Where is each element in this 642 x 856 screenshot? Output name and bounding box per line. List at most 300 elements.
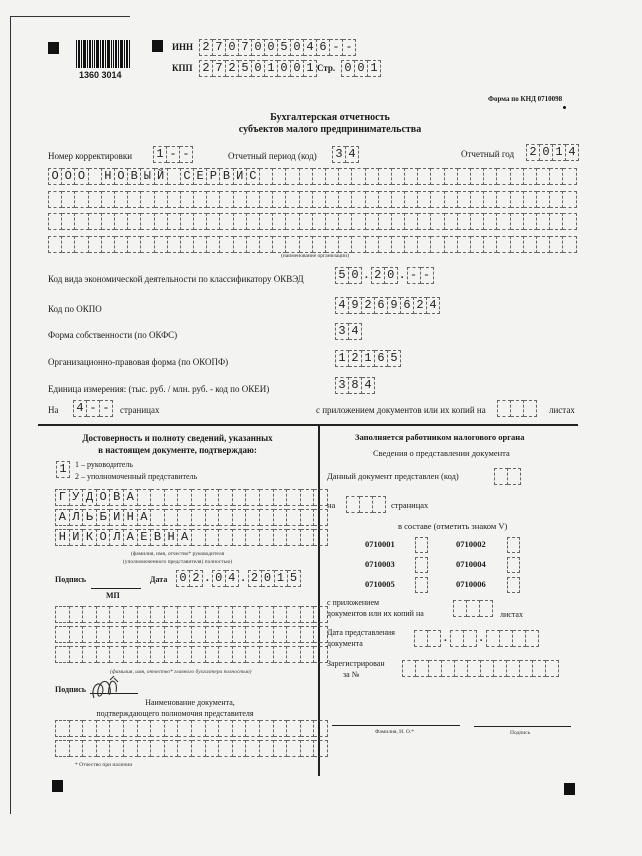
cell-row[interactable] [48,191,577,207]
input-cell[interactable] [128,191,141,208]
input-cell[interactable] [366,191,379,208]
input-cell[interactable]: Р [207,168,220,185]
input-cell[interactable] [55,606,70,623]
input-cell[interactable] [314,606,328,623]
input-cell[interactable] [455,660,468,677]
input-cell[interactable] [97,740,111,757]
input-cell[interactable] [110,740,124,757]
input-cell[interactable] [178,646,192,663]
input-cell[interactable] [220,213,233,230]
input-cell[interactable] [274,720,288,737]
input-cell[interactable] [301,509,315,526]
input-cell[interactable] [246,489,260,506]
input-cell[interactable] [181,213,194,230]
input-cell[interactable]: 4 [349,323,362,340]
reporting-period-field[interactable] [332,146,359,162]
input-cell[interactable]: 9 [388,297,401,314]
input-cell[interactable] [520,660,533,677]
input-cell[interactable] [110,646,124,663]
officer-signature-line[interactable] [474,726,571,727]
input-cell[interactable]: 7 [239,39,252,56]
input-cell[interactable] [428,630,441,647]
input-cell[interactable] [83,646,97,663]
input-cell[interactable] [286,236,299,253]
input-cell[interactable]: О [115,168,128,185]
okved-field[interactable] [335,267,434,283]
input-cell[interactable]: 8 [349,377,362,394]
input-cell[interactable] [110,606,124,623]
input-cell[interactable] [326,168,339,185]
input-cell[interactable]: 2 [190,570,203,587]
input-cell[interactable] [445,168,458,185]
input-cell[interactable]: И [234,168,247,185]
input-cell[interactable] [418,236,431,253]
input-cell[interactable]: 2 [362,297,375,314]
input-cell[interactable] [313,168,326,185]
pages-count-field[interactable] [73,400,113,416]
input-cell[interactable] [97,646,111,663]
input-cell[interactable] [273,168,286,185]
input-cell[interactable] [260,213,273,230]
input-cell[interactable]: 4 [566,144,579,161]
input-cell[interactable] [366,213,379,230]
input-cell[interactable] [89,213,102,230]
input-cell[interactable] [192,606,206,623]
input-cell[interactable] [300,168,313,185]
input-cell[interactable] [450,630,464,647]
input-cell[interactable] [192,740,206,757]
input-cell[interactable]: В [110,489,124,506]
input-cell[interactable] [442,660,455,677]
input-cell[interactable]: 2 [349,350,362,367]
input-cell[interactable] [405,236,418,253]
input-cell[interactable] [55,740,70,757]
input-cell[interactable] [181,236,194,253]
input-cell[interactable]: У [70,489,84,506]
input-cell[interactable] [301,529,315,546]
input-cell[interactable]: Е [194,168,207,185]
input-cell[interactable] [151,606,165,623]
input-cell[interactable] [314,740,328,757]
input-cell[interactable]: Н [124,509,138,526]
input-cell[interactable] [418,213,431,230]
input-cell[interactable] [418,168,431,185]
input-cell[interactable]: В [128,168,141,185]
input-cell[interactable]: 4 [335,297,349,314]
input-cell[interactable] [513,630,526,647]
input-cell[interactable] [366,236,379,253]
input-cell[interactable]: А [124,489,138,506]
input-cell[interactable] [300,236,313,253]
input-cell[interactable]: А [124,529,138,546]
input-cell[interactable] [168,236,181,253]
right-attachment-field[interactable] [453,600,493,616]
input-cell[interactable] [453,600,467,617]
input-cell[interactable]: Ь [83,509,97,526]
input-cell[interactable] [70,720,84,737]
input-cell[interactable] [339,236,352,253]
input-cell[interactable] [339,191,352,208]
input-cell[interactable] [246,529,260,546]
input-cell[interactable] [511,400,524,417]
input-cell[interactable] [471,191,484,208]
input-cell[interactable] [405,191,418,208]
kpp-field[interactable] [199,60,317,76]
input-cell[interactable] [287,720,301,737]
input-cell[interactable] [260,236,273,253]
input-cell[interactable] [273,213,286,230]
input-cell[interactable]: И [70,529,84,546]
input-cell[interactable]: 4 [226,570,239,587]
signing-date-field[interactable] [176,570,301,586]
reporting-year-field[interactable] [526,144,579,160]
input-cell[interactable] [507,660,520,677]
input-cell[interactable] [247,213,260,230]
cell-row[interactable] [48,213,577,229]
input-cell[interactable] [524,236,537,253]
input-cell[interactable] [301,489,315,506]
input-cell[interactable] [274,529,288,546]
input-cell[interactable] [339,168,352,185]
input-cell[interactable]: 1 [304,60,317,77]
input-cell[interactable]: 9 [349,297,362,314]
submitted-code-field[interactable] [494,468,521,484]
input-cell[interactable] [550,168,563,185]
input-cell[interactable] [70,626,84,643]
input-cell[interactable] [192,489,206,506]
input-cell[interactable] [352,213,365,230]
input-cell[interactable] [313,236,326,253]
input-cell[interactable] [494,660,507,677]
input-cell[interactable] [234,236,247,253]
input-cell[interactable] [124,606,138,623]
input-cell[interactable] [431,191,444,208]
input-cell[interactable] [274,626,288,643]
input-cell[interactable] [458,191,471,208]
input-cell[interactable] [207,236,220,253]
input-cell[interactable] [429,660,442,677]
input-cell[interactable] [379,168,392,185]
input-cell[interactable] [274,509,288,526]
input-cell[interactable]: 2 [526,144,540,161]
input-cell[interactable]: 0 [540,144,553,161]
input-cell[interactable]: 0 [262,570,275,587]
cell-row[interactable] [48,168,577,184]
input-cell[interactable] [102,191,115,208]
input-cell[interactable] [246,646,260,663]
input-cell[interactable]: 0 [341,60,355,77]
input-cell[interactable] [194,191,207,208]
input-cell[interactable] [246,606,260,623]
input-cell[interactable] [48,191,62,208]
input-cell[interactable]: Е [138,529,152,546]
input-cell[interactable] [138,740,152,757]
input-cell[interactable]: 3 [335,323,349,340]
input-cell[interactable]: С [247,168,260,185]
input-cell[interactable] [75,213,88,230]
input-cell[interactable] [62,236,75,253]
input-cell[interactable] [247,236,260,253]
input-cell[interactable] [379,213,392,230]
input-cell[interactable]: 0 [265,39,278,56]
input-cell[interactable] [379,191,392,208]
input-cell[interactable]: 0 [278,60,291,77]
input-cell[interactable] [48,213,62,230]
input-cell[interactable] [524,168,537,185]
input-cell[interactable]: 0 [291,60,304,77]
input-cell[interactable]: 2 [248,570,262,587]
input-cell[interactable] [55,646,70,663]
input-cell[interactable]: Л [70,509,84,526]
input-cell[interactable]: 1 [56,461,70,478]
input-cell[interactable] [246,626,260,643]
input-cell[interactable] [234,213,247,230]
input-cell[interactable] [484,191,497,208]
input-cell[interactable] [83,626,97,643]
input-cell[interactable] [431,168,444,185]
input-cell[interactable] [273,191,286,208]
input-cell[interactable]: 2 [199,39,213,56]
input-cell[interactable] [219,606,233,623]
input-cell[interactable]: 0 [349,267,362,284]
input-cell[interactable] [260,626,274,643]
input-cell[interactable]: 0 [355,60,368,77]
input-cell[interactable]: 2 [371,267,385,284]
input-cell[interactable]: - [87,400,100,417]
input-cell[interactable] [481,660,494,677]
input-cell[interactable] [124,740,138,757]
input-cell[interactable] [260,606,274,623]
input-cell[interactable] [471,213,484,230]
input-cell[interactable] [497,236,510,253]
input-cell[interactable] [206,509,220,526]
input-cell[interactable] [178,606,192,623]
input-cell[interactable] [314,529,328,546]
input-cell[interactable] [233,489,247,506]
input-cell[interactable] [97,720,111,737]
input-cell[interactable]: 1 [335,350,349,367]
input-cell[interactable] [194,213,207,230]
input-cell[interactable] [192,626,206,643]
input-cell[interactable]: 0 [252,39,265,56]
form-checkbox[interactable] [507,577,520,593]
input-cell[interactable] [233,646,247,663]
input-cell[interactable]: 3 [332,146,346,163]
input-cell[interactable] [219,489,233,506]
input-cell[interactable] [458,236,471,253]
input-cell[interactable] [511,213,524,230]
input-cell[interactable]: 0 [212,570,226,587]
input-cell[interactable] [500,630,513,647]
input-cell[interactable] [75,191,88,208]
input-cell[interactable]: Б [97,509,111,526]
input-cell[interactable] [405,168,418,185]
input-cell[interactable]: А [138,509,152,526]
input-cell[interactable] [178,489,192,506]
input-cell[interactable] [508,468,521,485]
input-cell[interactable]: 7 [213,39,226,56]
input-cell[interactable]: - [180,146,193,163]
input-cell[interactable] [352,168,365,185]
input-cell[interactable]: 0 [226,39,239,56]
input-cell[interactable] [178,740,192,757]
input-cell[interactable] [326,213,339,230]
input-cell[interactable] [563,236,576,253]
input-cell[interactable] [48,236,62,253]
input-cell[interactable]: В [220,168,233,185]
input-cell[interactable] [484,213,497,230]
input-cell[interactable]: 2 [199,60,213,77]
input-cell[interactable] [178,626,192,643]
input-cell[interactable] [102,236,115,253]
input-cell[interactable]: К [83,529,97,546]
input-cell[interactable] [165,740,179,757]
signature-line[interactable] [91,588,141,589]
input-cell[interactable] [206,740,220,757]
input-cell[interactable] [83,740,97,757]
input-cell[interactable] [260,740,274,757]
input-cell[interactable] [286,191,299,208]
okfs-field[interactable] [335,323,362,339]
input-cell[interactable] [124,720,138,737]
input-cell[interactable] [178,720,192,737]
input-cell[interactable] [402,660,416,677]
input-cell[interactable]: 6 [375,297,388,314]
input-cell[interactable] [286,213,299,230]
input-cell[interactable] [70,740,84,757]
input-cell[interactable] [537,191,550,208]
input-cell[interactable]: 3 [335,377,349,394]
input-cell[interactable]: А [178,529,192,546]
input-cell[interactable] [287,606,301,623]
input-cell[interactable] [484,236,497,253]
input-cell[interactable]: 5 [278,39,291,56]
input-cell[interactable] [458,213,471,230]
input-cell[interactable]: Г [55,489,70,506]
cell-row[interactable] [55,489,328,505]
input-cell[interactable] [155,213,168,230]
form-checkbox[interactable] [507,557,520,573]
input-cell[interactable]: 2 [414,297,427,314]
input-cell[interactable]: О [62,168,75,185]
input-cell[interactable] [301,646,315,663]
input-cell[interactable] [550,213,563,230]
input-cell[interactable] [110,720,124,737]
input-cell[interactable]: 1 [265,60,278,77]
input-cell[interactable] [468,660,481,677]
input-cell[interactable] [233,529,247,546]
input-cell[interactable] [497,213,510,230]
input-cell[interactable] [97,626,111,643]
input-cell[interactable] [458,168,471,185]
input-cell[interactable] [286,168,299,185]
input-cell[interactable] [151,626,165,643]
input-cell[interactable]: 0 [252,60,265,77]
input-cell[interactable] [524,191,537,208]
input-cell[interactable] [260,191,273,208]
inn-field[interactable] [199,39,356,55]
input-cell[interactable] [352,236,365,253]
input-cell[interactable] [314,626,328,643]
input-cell[interactable] [373,496,386,513]
input-cell[interactable] [181,191,194,208]
input-cell[interactable] [168,168,181,185]
input-cell[interactable] [194,236,207,253]
input-cell[interactable] [220,191,233,208]
input-cell[interactable] [260,509,274,526]
input-cell[interactable] [260,529,274,546]
input-cell[interactable]: В [151,529,165,546]
input-cell[interactable] [287,740,301,757]
input-cell[interactable] [533,660,546,677]
input-cell[interactable] [62,191,75,208]
input-cell[interactable] [537,168,550,185]
input-cell[interactable] [339,213,352,230]
input-cell[interactable]: Н [102,168,115,185]
input-cell[interactable] [537,236,550,253]
input-cell[interactable] [471,168,484,185]
input-cell[interactable] [314,509,328,526]
input-cell[interactable] [274,740,288,757]
input-cell[interactable]: 4 [362,377,375,394]
input-cell[interactable]: И [110,509,124,526]
cell-row[interactable] [48,236,577,252]
input-cell[interactable]: 6 [317,39,330,56]
input-cell[interactable]: 0 [291,39,304,56]
form-checkbox[interactable] [415,537,428,553]
form-checkbox[interactable] [415,577,428,593]
input-cell[interactable] [246,720,260,737]
input-cell[interactable]: 6 [401,297,414,314]
input-cell[interactable] [563,213,576,230]
input-cell[interactable] [233,509,247,526]
input-cell[interactable] [70,606,84,623]
input-cell[interactable] [445,236,458,253]
input-cell[interactable]: С [181,168,194,185]
input-cell[interactable] [326,236,339,253]
input-cell[interactable] [405,213,418,230]
input-cell[interactable] [234,191,247,208]
input-cell[interactable]: Л [110,529,124,546]
form-checkbox[interactable] [507,537,520,553]
input-cell[interactable] [233,606,247,623]
input-cell[interactable]: 4 [304,39,317,56]
input-cell[interactable] [124,646,138,663]
input-cell[interactable] [511,168,524,185]
input-cell[interactable] [138,606,152,623]
input-cell[interactable] [138,646,152,663]
input-cell[interactable] [301,606,315,623]
page-number-field[interactable] [341,60,381,76]
input-cell[interactable] [414,630,428,647]
input-cell[interactable] [206,646,220,663]
input-cell[interactable] [287,646,301,663]
input-cell[interactable] [497,168,510,185]
input-cell[interactable] [287,489,301,506]
input-cell[interactable]: 5 [335,267,349,284]
input-cell[interactable]: 4 [346,146,359,163]
input-cell[interactable] [138,720,152,737]
input-cell[interactable] [484,168,497,185]
input-cell[interactable]: - [167,146,180,163]
input-cell[interactable]: 2 [226,60,239,77]
input-cell[interactable]: - [330,39,343,56]
input-cell[interactable] [313,191,326,208]
input-cell[interactable] [165,626,179,643]
input-cell[interactable] [220,236,233,253]
input-cell[interactable] [537,213,550,230]
input-cell[interactable] [246,740,260,757]
